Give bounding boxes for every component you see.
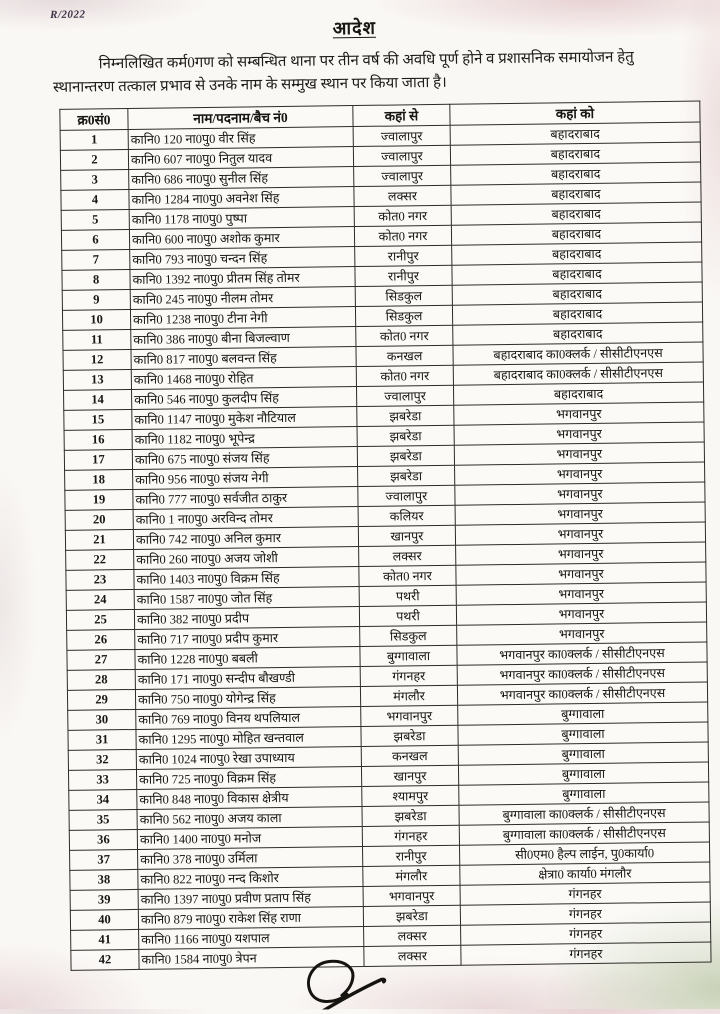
- cell-name: कानि0 1403 ना0पु0 विक्रम सिंह: [134, 567, 359, 590]
- cell-sno: 35: [69, 809, 137, 830]
- cell-to: बुग्गावाला: [458, 762, 708, 785]
- cell-name: कानि0 1468 ना0पु0 रोहित: [131, 367, 356, 390]
- cell-from: लक्सर: [354, 185, 451, 206]
- cell-from: कोत0 नगर: [354, 205, 451, 226]
- cell-sno: 18: [65, 469, 133, 490]
- cell-from: ज्वालापुर: [358, 485, 455, 506]
- header-to: कहां को: [450, 101, 700, 125]
- cell-name: कानि0 1284 ना0पु0 अवनेश सिंह: [129, 187, 354, 210]
- cell-from: लक्सर: [364, 925, 461, 946]
- cell-from: ज्वालापुर: [356, 385, 453, 406]
- cell-sno: 6: [61, 229, 129, 250]
- cell-to: भगवानपुर: [454, 402, 704, 425]
- cell-sno: 1: [60, 130, 128, 151]
- cell-name: कानि0 777 ना0पु0 सर्वजीत ठाकुर: [133, 487, 358, 510]
- document-ref-label: R/2022: [50, 8, 86, 22]
- cell-name: कानि0 1392 ना0पु0 प्रीतम सिंह तोमर: [130, 267, 355, 290]
- cell-to: भगवानपुर: [456, 582, 706, 605]
- signature-scribble: [264, 955, 425, 1010]
- cell-sno: 19: [65, 489, 133, 510]
- cell-sno: 17: [64, 449, 132, 470]
- cell-to: सी0एम0 हैल्प लाईन, पु0कार्या0: [459, 842, 709, 865]
- cell-sno: 39: [70, 889, 138, 910]
- cell-sno: 14: [64, 389, 132, 410]
- cell-from: गंगनहर: [362, 825, 459, 846]
- cell-name: कानि0 1238 ना0पु0 टीना नेगी: [130, 307, 355, 330]
- cell-name: कानि0 607 ना0पु0 नितुल यादव: [128, 147, 353, 170]
- cell-from: कलियर: [358, 505, 455, 526]
- cell-from: ज्वालापुर: [353, 145, 450, 166]
- header-serial-no: क्र0सं0: [60, 109, 128, 131]
- cell-sno: 23: [66, 569, 134, 590]
- cell-from: पथरी: [359, 585, 456, 606]
- cell-to: गंगनहर: [461, 942, 711, 965]
- cell-name: कानि0 245 ना0पु0 नीलम तोमर: [130, 287, 355, 310]
- cell-from: गंगनहर: [360, 665, 457, 686]
- cell-from: झबरेडा: [357, 445, 454, 466]
- cell-to: गंगनहर: [460, 882, 710, 905]
- cell-to: बहादराबाद: [451, 202, 701, 225]
- cell-sno: 8: [62, 269, 130, 290]
- cell-to: बहादराबाद: [451, 182, 701, 205]
- cell-from: कोत0 नगर: [356, 325, 453, 346]
- cell-sno: 13: [63, 369, 131, 390]
- cell-sno: 41: [71, 929, 139, 950]
- cell-sno: 10: [62, 309, 130, 330]
- cell-from: खानपुर: [361, 765, 458, 786]
- cell-from: कनखल: [356, 345, 453, 366]
- cell-from: ज्वालापुर: [353, 125, 450, 146]
- cell-sno: 2: [60, 150, 128, 171]
- cell-to: भगवानपुर: [456, 562, 706, 585]
- cell-name: कानि0 1397 ना0पु0 प्रवीण प्रताप सिंह: [138, 886, 363, 909]
- cell-from: पथरी: [359, 605, 456, 626]
- cell-name: कानि0 686 ना0पु0 सुनील सिंह: [129, 167, 354, 190]
- cell-name: कानि0 793 ना0पु0 चन्दन सिंह: [130, 247, 355, 270]
- cell-from: लक्सर: [359, 545, 456, 566]
- cell-name: कानि0 1178 ना0पु0 पुष्पा: [129, 207, 354, 230]
- cell-sno: 21: [65, 529, 133, 550]
- transfer-table: [59, 101, 711, 971]
- cell-to: बहादराबाद: [452, 302, 702, 325]
- cell-sno: 36: [69, 829, 137, 850]
- cell-from: झबरेडा: [357, 405, 454, 426]
- cell-to: बहादराबाद: [451, 222, 701, 245]
- cell-name: कानि0 822 ना0पु0 नन्द किशोर: [138, 866, 363, 889]
- cell-to: भगवानपुर: [455, 462, 705, 485]
- cell-from: मंगलौर: [360, 685, 457, 706]
- cell-name: कानि0 817 ना0पु0 बलवन्त सिंह: [131, 347, 356, 370]
- cell-sno: 30: [68, 709, 136, 730]
- cell-to: भगवानपुर: [455, 522, 705, 545]
- cell-name: कानि0 848 ना0पु0 विकास क्षेत्रीय: [137, 787, 362, 810]
- cell-to: भगवानपुर: [455, 482, 705, 505]
- intro-line-2: स्थानान्तरण तत्काल प्रभाव से उनके नाम के सम्मुख स्थान पर किया जाता है।: [52, 74, 447, 96]
- cell-to: बहादराबाद का0क्लर्क / सीसीटीएनएस: [453, 362, 703, 385]
- cell-name: कानि0 1228 ना0पु0 बबली: [135, 647, 360, 670]
- cell-from: रानीपुर: [363, 845, 460, 866]
- cell-to: क्षेत्रा0 कार्या0 मंगलौर: [460, 862, 710, 885]
- cell-from: कोत0 नगर: [359, 565, 456, 586]
- cell-to: बहादराबाद: [450, 142, 700, 165]
- cell-from: रानीपुर: [355, 265, 452, 286]
- cell-to: बहादराबाद का0क्लर्क / सीसीटीएनएस: [453, 342, 703, 365]
- cell-name: कानि0 546 ना0पु0 कुलदीप सिंह: [132, 387, 357, 410]
- cell-name: कानि0 1 ना0पु0 अरविन्द तोमर: [133, 507, 358, 530]
- cell-sno: 42: [71, 949, 139, 970]
- cell-from: श्यामपुर: [362, 785, 459, 806]
- cell-sno: 20: [65, 509, 133, 530]
- cell-name: कानि0 600 ना0पु0 अशोक कुमार: [129, 227, 354, 250]
- cell-from: लक्सर: [364, 945, 461, 966]
- cell-sno: 7: [62, 249, 130, 270]
- cell-from: रानीपुर: [355, 245, 452, 266]
- cell-sno: 31: [68, 729, 136, 750]
- cell-sno: 28: [67, 669, 135, 690]
- cell-sno: 32: [68, 749, 136, 770]
- cell-to: भगवानपुर: [456, 602, 706, 625]
- cell-sno: 38: [70, 869, 138, 890]
- cell-sno: 29: [67, 689, 135, 710]
- cell-name: कानि0 750 ना0पु0 योगेन्द्र सिंह: [135, 687, 360, 710]
- cell-name: कानि0 1024 ना0पु0 रेखा उपाध्याय: [136, 747, 361, 770]
- header-name-designation: नाम/पदनाम/बैच नं0: [128, 106, 353, 130]
- cell-from: भगवानपुर: [361, 705, 458, 726]
- cell-name: कानि0 879 ना0पु0 राकेश सिंह राणा: [138, 906, 363, 929]
- cell-sno: 9: [62, 289, 130, 310]
- cell-name: कानि0 1587 ना0पु0 जोत सिंह: [134, 587, 359, 610]
- cell-sno: 40: [70, 909, 138, 930]
- cell-to: बहादराबाद: [451, 162, 701, 185]
- cell-from: मंगलौर: [363, 865, 460, 886]
- cell-to: बुग्गावाला: [458, 702, 708, 725]
- cell-to: बुग्गावाला: [458, 722, 708, 745]
- intro-paragraph: [53, 46, 682, 99]
- cell-name: कानि0 1400 ना0पु0 मनोज: [137, 827, 362, 850]
- cell-sno: 33: [68, 769, 136, 790]
- cell-name: कानि0 742 ना0पु0 अनिल कुमार: [133, 527, 358, 550]
- cell-name: कानि0 769 ना0पु0 विनय थपलियाल: [136, 707, 361, 730]
- cell-sno: 5: [61, 209, 129, 230]
- cell-from: ज्वालापुर: [354, 165, 451, 186]
- cell-sno: 27: [67, 649, 135, 670]
- cell-from: बुग्गावाला: [360, 645, 457, 666]
- cell-to: भगवानपुर का0क्लर्क / सीसीटीएनएस: [457, 662, 707, 685]
- cell-from: कोत0 नगर: [356, 365, 453, 386]
- page-title: आदेश: [332, 17, 377, 39]
- cell-from: सिडकुल: [355, 305, 452, 326]
- cell-to: भगवानपुर: [454, 422, 704, 445]
- cell-sno: 3: [61, 170, 129, 191]
- cell-name: कानि0 562 ना0पु0 अजय काला: [137, 807, 362, 830]
- cell-sno: 26: [67, 629, 135, 650]
- cell-from: झबरेडा: [358, 465, 455, 486]
- cell-sno: 11: [63, 329, 131, 350]
- cell-sno: 22: [66, 549, 134, 570]
- cell-to: भगवानपुर: [457, 622, 707, 645]
- cell-sno: 4: [61, 190, 129, 211]
- cell-name: कानि0 1166 ना0पु0 यशपाल: [139, 926, 364, 949]
- cell-to: बहादराबाद: [453, 382, 703, 405]
- cell-from: झबरेडा: [357, 425, 454, 446]
- cell-from: झबरेडा: [363, 905, 460, 926]
- cell-sno: 15: [64, 409, 132, 430]
- cell-to: बहादराबाद: [453, 322, 703, 345]
- cell-sno: 25: [66, 609, 134, 630]
- transfer-table-body: [60, 122, 711, 970]
- header-from: कहां से: [353, 104, 450, 126]
- cell-to: भगवानपुर: [455, 502, 705, 525]
- cell-sno: 12: [63, 349, 131, 370]
- cell-to: भगवानपुर: [456, 542, 706, 565]
- cell-to: बुग्गावाला: [458, 742, 708, 765]
- cell-to: गंगनहर: [460, 902, 710, 925]
- cell-to: बहादराबाद: [450, 122, 700, 145]
- cell-sno: 37: [70, 849, 138, 870]
- cell-name: कानि0 717 ना0पु0 प्रदीप कुमार: [135, 627, 360, 650]
- cell-name: कानि0 120 ना0पु0 वीर सिंह: [128, 127, 353, 150]
- intro-line-1: निम्नलिखित कर्म0गण को सम्बन्धित थाना पर तीन वर्ष की अवधि पूर्ण होने व प्रशासनिक समायोजन हेतु: [98, 49, 634, 73]
- cell-from: झबरेडा: [361, 725, 458, 746]
- cell-name: कानि0 675 ना0पु0 संजय सिंह: [132, 447, 357, 470]
- cell-to: बुग्गावाला: [459, 782, 709, 805]
- cell-name: कानि0 171 ना0पु0 सन्दीप बौखण्डी: [135, 667, 360, 690]
- cell-name: कानि0 1295 ना0पु0 मोहित खन्तवाल: [136, 727, 361, 750]
- cell-name: कानि0 378 ना0पु0 उर्मिला: [138, 846, 363, 869]
- cell-to: भगवानपुर का0क्लर्क / सीसीटीएनएस: [457, 642, 707, 665]
- cell-name: कानि0 1147 ना0पु0 मुकेश नौटियाल: [132, 407, 357, 430]
- cell-name: कानि0 386 ना0पु0 बीना बिजल्वाण: [131, 327, 356, 350]
- cell-to: भगवानपुर का0क्लर्क / सीसीटीएनएस: [457, 682, 707, 705]
- cell-from: सिडकुल: [360, 625, 457, 646]
- cell-to: बहादराबाद: [452, 242, 702, 265]
- cell-to: भगवानपुर: [454, 442, 704, 465]
- cell-to: बहादराबाद: [452, 262, 702, 285]
- cell-name: कानि0 260 ना0पु0 अजय जोशी: [134, 547, 359, 570]
- cell-to: बुग्गावाला का0क्लर्क / सीसीटीएनएस: [459, 802, 709, 825]
- cell-name: कानि0 1584 ना0पु0 त्रेपन: [139, 946, 364, 969]
- cell-to: बुग्गावाला का0क्लर्क / सीसीटीएनएस: [459, 822, 709, 845]
- cell-sno: 34: [69, 789, 137, 810]
- cell-to: बहादराबाद: [452, 282, 702, 305]
- cell-name: कानि0 956 ना0पु0 संजय नेगी: [133, 467, 358, 490]
- cell-from: भगवानपुर: [363, 885, 460, 906]
- cell-from: झबरेडा: [362, 805, 459, 826]
- cell-name: कानि0 1182 ना0पु0 भूपेन्द्र: [132, 427, 357, 450]
- cell-from: कोत0 नगर: [354, 225, 451, 246]
- cell-from: सिडकुल: [355, 285, 452, 306]
- cell-from: कनखल: [361, 745, 458, 766]
- cell-to: गंगनहर: [461, 922, 711, 945]
- cell-from: खानपुर: [358, 525, 455, 546]
- cell-name: कानि0 725 ना0पु0 विक्रम सिंह: [136, 767, 361, 790]
- cell-sno: 16: [64, 429, 132, 450]
- cell-sno: 24: [66, 589, 134, 610]
- cell-name: कानि0 382 ना0पु0 प्रदीप: [134, 607, 359, 630]
